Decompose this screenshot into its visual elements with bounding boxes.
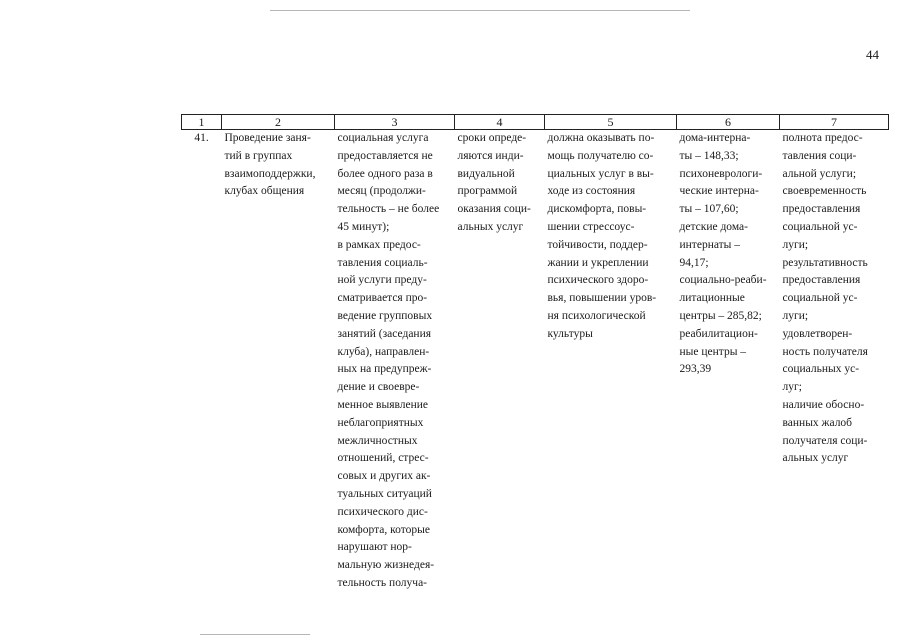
service-tariffs-cell: [677, 130, 780, 593]
page-number: 44: [866, 47, 879, 62]
column-header-6: 6: [677, 115, 780, 130]
column-header-7: 7: [780, 115, 889, 130]
table-row: [182, 130, 889, 593]
service-terms: сроки опреде- ляются инди- видуальной программой оказания соци- альных услуг: [457, 132, 531, 233]
service-description: социальная услуга предоставляется не более одного раза в месяц (продолжи- тельность – не более 45 минут); в рамках предос- тавления социаль- ной услуги преду- сматривается про- ведение групповых занятий (заседания клуба), направлен- ных на предупреж- дение и своевре- менное выявление неблагоприятных межличностных отношений, стрес- совых и других ак- туальных ситуаций психического дис- комфорта, которые нарушают нор- мальную жизнедея- тельность получа-: [337, 132, 440, 589]
column-header-2: 2: [222, 115, 335, 130]
column-header-3: 3: [335, 115, 455, 130]
service-tariffs: дома-интерна- ты – 148,33; психоневрологи- ческие интерна- ты – 107,60; детские дома- интернаты – 94,17; социально-реаби- литационные центры – 285,82; реабилитацион- ные центры – 293,39: [679, 132, 767, 376]
scan-artifact-bottom: [200, 634, 310, 635]
scan-artifact-top: [270, 10, 690, 11]
service-description-cell: [335, 130, 455, 593]
service-quality: полнота предос- тавления соци- альной услуги; своевременность предоставления социальной ус- луги; результативность предоставления социальной ус- луги; удовлетворен- ность получателя социальных ус- луг; наличие обосно- ванных жалоб получателя соци- альных услуг: [782, 132, 868, 465]
services-table: [181, 114, 889, 593]
service-terms-cell: [455, 130, 545, 593]
service-name-cell: [222, 130, 335, 593]
service-standard-cell: [545, 130, 677, 593]
table-header-row: [182, 115, 889, 130]
column-header-1: 1: [182, 115, 222, 130]
service-name: Проведение заня- тий в группах взаимоподдержки, клубах общения: [224, 132, 316, 198]
column-header-4: 4: [455, 115, 545, 130]
column-header-5: 5: [545, 115, 677, 130]
row-number: 41.: [194, 132, 209, 144]
service-quality-cell: [780, 130, 889, 593]
service-standard: должна оказывать по- мощь получателю со- циальных услуг в вы- ходе из состояния дискомфорта, повы- шении стрессоус- тойчивости, поддер- жании и укреплении психического здоро- вья, повышении уров- ня психологической культуры: [547, 132, 657, 340]
row-number-cell: [182, 130, 222, 593]
